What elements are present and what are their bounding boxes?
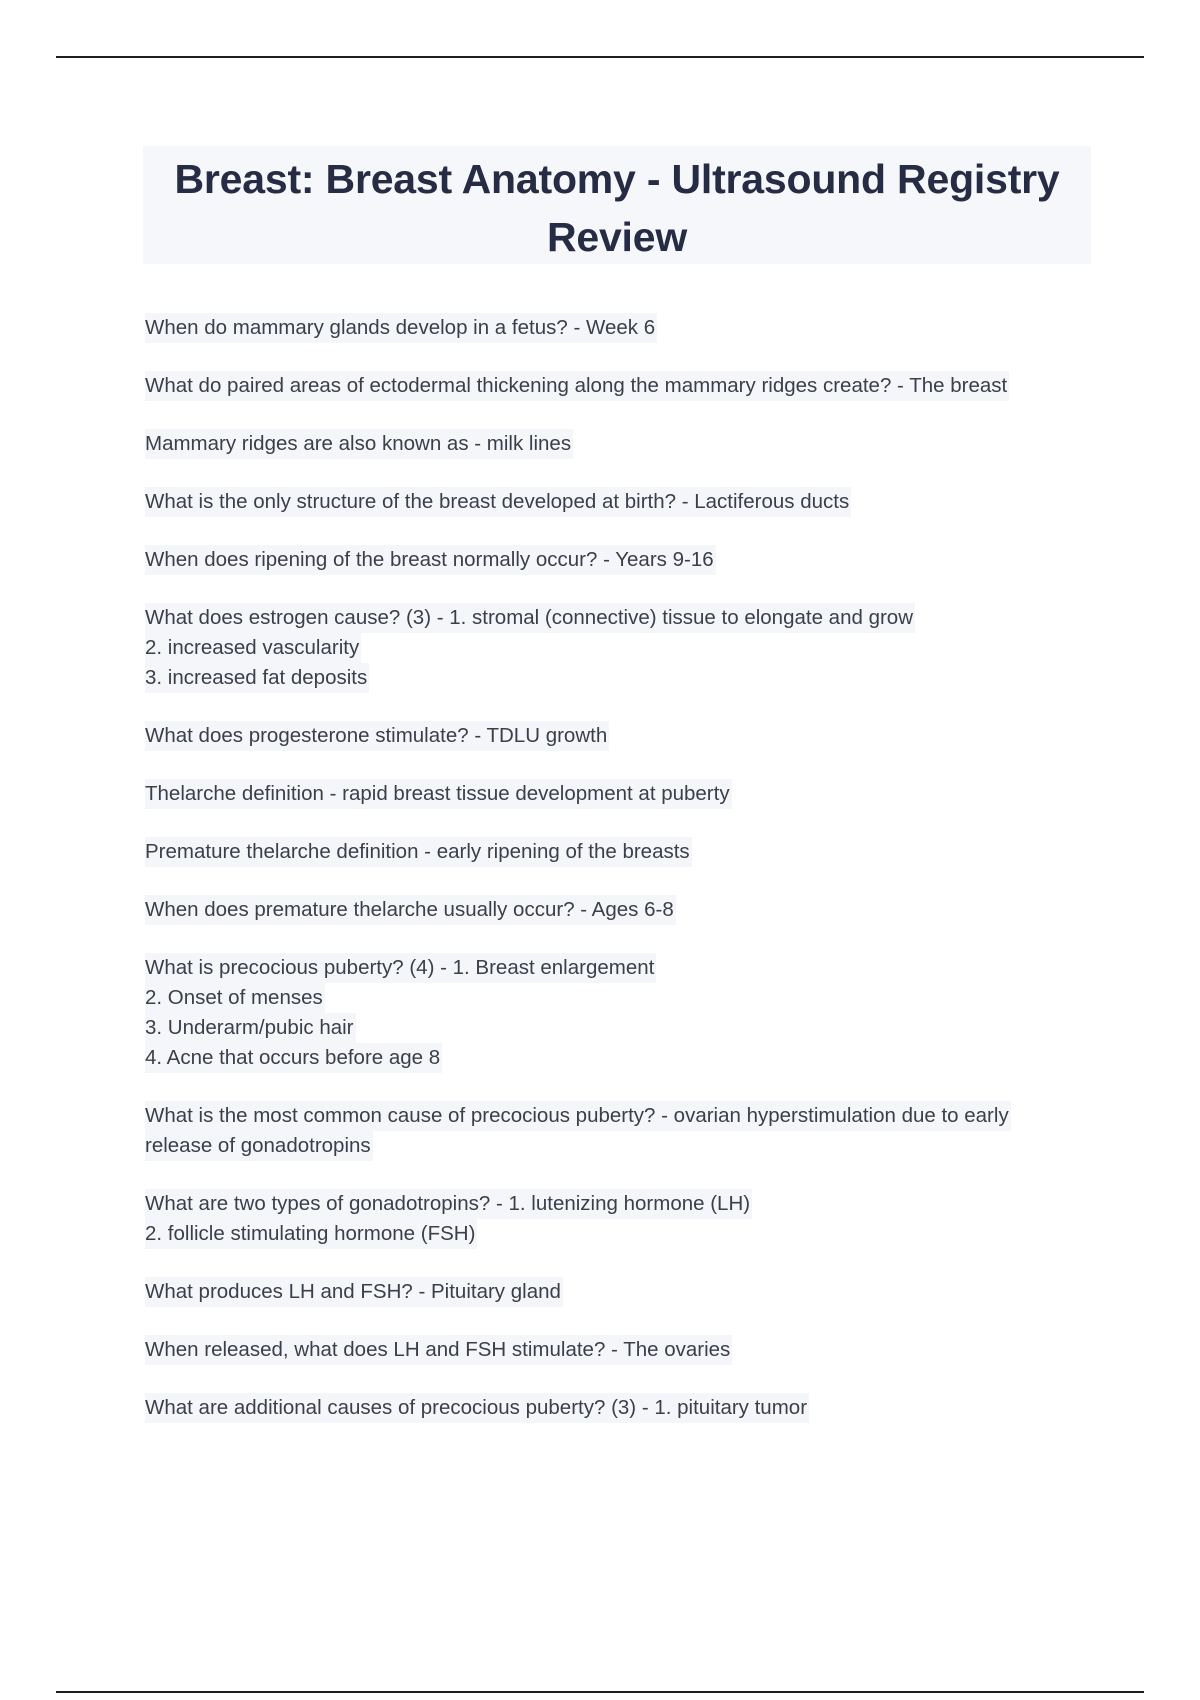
qa-list xyxy=(145,313,1095,1451)
qa-entry xyxy=(145,895,1095,925)
qa-line: What is the most common cause of precocious puberty? - ovarian hyperstimulation due to early xyxy=(145,1101,1011,1131)
qa-entry xyxy=(145,837,1095,867)
qa-entry xyxy=(145,603,1095,693)
qa-line: 2. Onset of menses xyxy=(145,983,325,1013)
bottom-divider xyxy=(56,1691,1144,1693)
qa-entry xyxy=(145,487,1095,517)
qa-line: Thelarche definition - rapid breast tissue development at puberty xyxy=(145,779,732,809)
qa-entry xyxy=(145,1189,1095,1249)
qa-line: What are two types of gonadotropins? - 1. lutenizing hormone (LH) xyxy=(145,1189,752,1219)
qa-line: When does premature thelarche usually occur? - Ages 6-8 xyxy=(145,895,676,925)
qa-line: 2. follicle stimulating hormone (FSH) xyxy=(145,1219,477,1249)
qa-line: What does progesterone stimulate? - TDLU growth xyxy=(145,721,609,751)
top-divider xyxy=(56,56,1144,58)
qa-line: release of gonadotropins xyxy=(145,1131,373,1161)
qa-line: 2. increased vascularity xyxy=(145,633,361,663)
qa-line: When does ripening of the breast normally occur? - Years 9-16 xyxy=(145,545,716,575)
qa-entry xyxy=(145,1393,1095,1423)
qa-line: What is the only structure of the breast developed at birth? - Lactiferous ducts xyxy=(145,487,851,517)
document-title: Breast: Breast Anatomy - Ultrasound Registry Review xyxy=(174,156,1060,260)
qa-line: What produces LH and FSH? - Pituitary gland xyxy=(145,1277,563,1307)
qa-line: What do paired areas of ectodermal thickening along the mammary ridges create? - The breast xyxy=(145,371,1009,401)
qa-line: When released, what does LH and FSH stimulate? - The ovaries xyxy=(145,1335,732,1365)
qa-line: 3. increased fat deposits xyxy=(145,663,369,693)
qa-entry xyxy=(145,545,1095,575)
qa-entry xyxy=(145,429,1095,459)
qa-line: Mammary ridges are also known as - milk lines xyxy=(145,429,573,459)
qa-line: What is precocious puberty? (4) - 1. Breast enlargement xyxy=(145,953,656,983)
qa-entry xyxy=(145,779,1095,809)
qa-line: 3. Underarm/pubic hair xyxy=(145,1013,356,1043)
qa-line: What does estrogen cause? (3) - 1. stromal (connective) tissue to elongate and grow xyxy=(145,603,915,633)
qa-entry xyxy=(145,313,1095,343)
qa-line: 4. Acne that occurs before age 8 xyxy=(145,1043,442,1073)
qa-entry xyxy=(145,953,1095,1073)
title-banner xyxy=(143,146,1091,264)
qa-entry xyxy=(145,1277,1095,1307)
qa-line: Premature thelarche definition - early ripening of the breasts xyxy=(145,837,692,867)
qa-line: What are additional causes of precocious puberty? (3) - 1. pituitary tumor xyxy=(145,1393,809,1423)
qa-entry xyxy=(145,1101,1095,1161)
qa-entry xyxy=(145,371,1095,401)
qa-entry xyxy=(145,721,1095,751)
qa-entry xyxy=(145,1335,1095,1365)
qa-line: When do mammary glands develop in a fetus? - Week 6 xyxy=(145,313,657,343)
